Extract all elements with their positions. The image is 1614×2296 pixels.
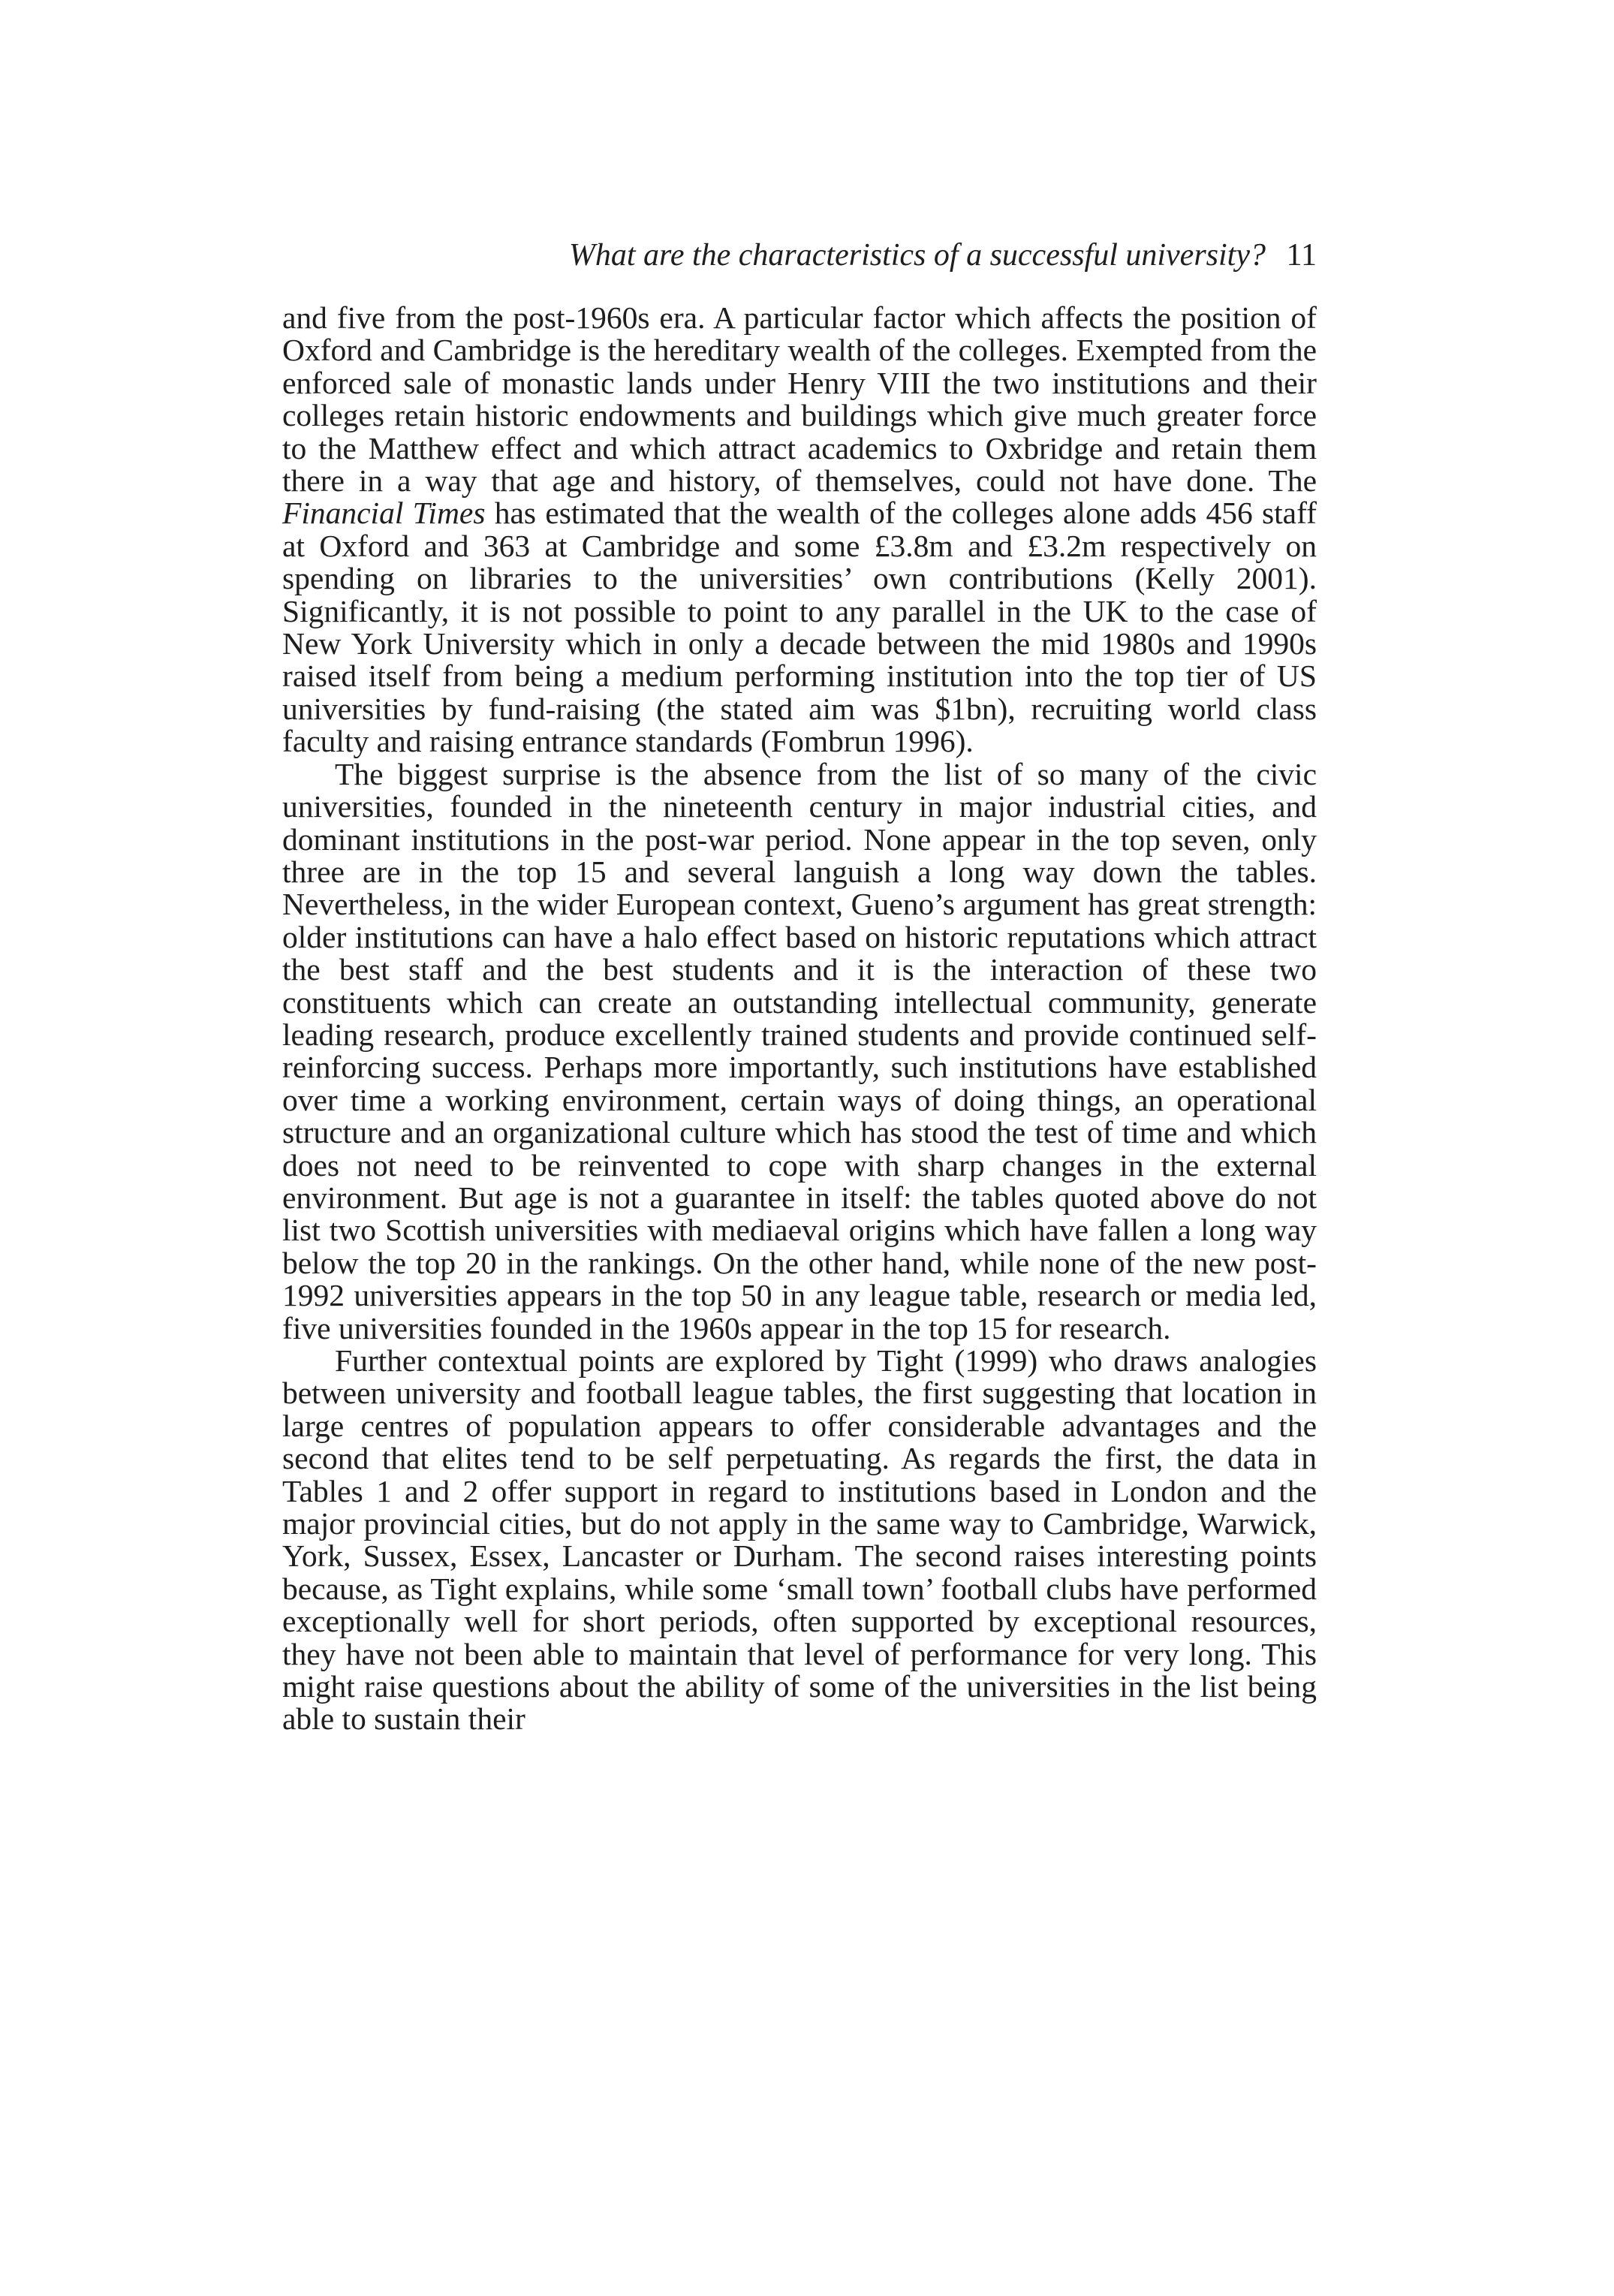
paragraph-1-text-b: has estimated that the wealth of the colleges alone adds 456 staff at Oxford and 363 at Cambridge and some £3.8m and £3.2m respectively on spending on libraries to the universities’ own contributions (Kelly 2001). Significantly, it is not possible to point to any parallel in the UK to the case of New York University which in only a decade between the mid 1980s and 1990s raised itself from being a medium performing institution into the top tier of US universities by fund-raising (the stated aim was $1bn), recruiting world class faculty and raising entrance standards (Fombrun 1996). — [282, 496, 1317, 759]
body-text — [282, 302, 1317, 1736]
paragraph-1-text-a: and five from the post-1960s era. A particular factor which affects the position of Oxford and Cambridge is the hereditary wealth of the colleges. Exempted from the enforced sale of monastic lands under Henry VIII the two institutions and their colleges retain historic endowments and buildings which give much greater force to the Matthew effect and which attract academics to Oxbridge and retain them there in a way that age and history, of themselves, could not have done. The — [282, 300, 1317, 499]
running-head — [282, 234, 1317, 279]
financial-times-title: Financial Times — [282, 496, 486, 531]
paragraph-2: The biggest surprise is the absence from the list of so many of the civic universities, founded in the nineteenth century in major industrial cities, and dominant institutions in the post-war period. None appear in the top seven, only three are in the top 15 and several languish a long way down the tables. Nevertheless, in the wider European context, Gueno’s argument has great strength: older institutions can have a halo effect based on historic reputations which attract the best staff and the best students and it is the interaction of these two constituents which can create an outstanding intellectual community, generate leading research, produce excellently trained students and provide continued self-reinforcing success. Perhaps more importantly, such institutions have established over time a working environment, certain ways of doing things, an operational structure and an organizational culture which has stood the test of time and which does not need to be reinvented to cope with sharp changes in the external environment. But age is not a guarantee in itself: the tables quoted above do not list two Scottish universities with mediaeval origins which have fallen a long way below the top 20 in the rankings. On the other hand, while none of the new post-1992 universities appears in the top 50 in any league table, research or media led, five universities founded in the 1960s appear in the top 15 for research. — [282, 756, 1317, 1345]
running-title: What are the characteristics of a successful university? — [568, 238, 1266, 273]
page-number: 11 — [1286, 238, 1317, 273]
paragraph-3: Further contextual points are explored by Tight (1999) who draws analogies between university and football league tables, the first suggesting that location in large centres of population appears to offer considerable advantages and the second that elites tend to be self perpetuating. As regards the first, the data in Tables 1 and 2 offer support in regard to institutions based in London and the major provincial cities, but do not apply in the same way to Cambridge, Warwick, York, Sussex, Essex, Lancaster or Durham. The second raises interesting points because, as Tight explains, while some ‘small town’ football clubs have performed exceptionally well for short periods, often supported by exceptional resources, they have not been able to maintain that level of performance for very long. This might raise questions about the ability of some of the universities in the list being able to sustain their — [282, 1343, 1317, 1737]
paragraph-1 — [282, 302, 1317, 758]
